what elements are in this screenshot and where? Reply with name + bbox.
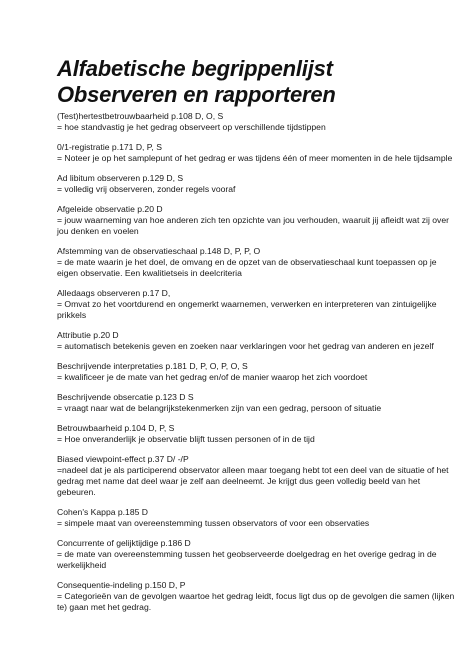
entry-term: 0/1-registratie p.171 D, P, S [57,142,162,152]
glossary-list [57,111,457,613]
entry-term: Ad libitum observeren p.129 D, S [57,173,184,183]
glossary-entry [57,142,457,164]
entry-term: Alledaags observeren p.17 D, [57,288,171,298]
entry-definition: = de mate waarin je het doel, de omvang en de opzet van de observatieschaal kunt toepassen op je eigen observatie. Een kwalitietseis in deelcriteria [57,257,437,278]
glossary-entry [57,288,457,321]
document-title [57,56,457,108]
entry-term: Consequentie-indeling p.150 D, P [57,580,186,590]
entry-term: Afstemming van de observatieschaal p.148 D, P, P, O [57,246,261,256]
glossary-entry [57,361,457,383]
entry-term: Beschrijvende obsercatie p.123 D S [57,392,194,402]
entry-definition: = de mate van overeenstemming tussen het geobserveerde doelgedrag en het overige gedrag in de werkelijkheid [57,549,437,570]
entry-definition: = simpele maat van overeenstemming tussen observators of voor een observaties [57,518,370,528]
glossary-entry [57,580,457,613]
title-line-1: Alfabetische begrippenlijst [57,56,333,81]
title-line-2: Observeren en rapporteren [57,82,336,107]
glossary-entry [57,507,457,529]
entry-term: Attributie p.20 D [57,330,119,340]
entry-definition: = volledig vrij observeren, zonder regels vooraf [57,184,236,194]
entry-term: (Test)hertestbetrouwbaarheid p.108 D, O, S [57,111,224,121]
glossary-entry [57,538,457,571]
entry-term: Beschrijvende interpretaties p.181 D, P, O, P, O, S [57,361,248,371]
entry-definition: =nadeel dat je als participerend observator alleen maar toegang hebt tot een deel van de situatie of het gedrag met name dat deel waar je zelf aan deelneemt. Je krijgt dus geen volledig beeld van het gebeuren. [57,465,449,497]
entry-definition: = Noteer je op het samplepunt of het gedrag er was tijdens één of meer momenten in de hele tijdsample [57,153,453,163]
document-page [57,56,457,622]
entry-definition: = automatisch betekenis geven en zoeken naar verklaringen voor het gedrag van anderen en jezelf [57,341,434,351]
entry-term: Afgeleide observatie p.20 D [57,204,163,214]
glossary-entry [57,423,457,445]
glossary-entry [57,173,457,195]
entry-term: Biased viewpoint-effect p.37 D/ -/P [57,454,189,464]
glossary-entry [57,330,457,352]
glossary-entry [57,454,457,498]
glossary-entry [57,204,457,237]
glossary-entry [57,246,457,279]
entry-term: Concurrente of gelijktijdige p.186 D [57,538,191,548]
entry-definition: = hoe standvastig je het gedrag observeert op verschillende tijdstippen [57,122,326,132]
entry-definition: = Categorieën van de gevolgen waartoe het gedrag leidt, focus ligt dus op de gevolgen die samen (lijken te) gaan met het gedrag. [57,591,455,612]
entry-definition: = Omvat zo het voortdurend en ongemerkt waarnemen, verwerken en interpreteren van zintuigelijke prikkels [57,299,437,320]
entry-definition: = vraagt naar wat de belangrijkstekenmerken zijn van een gedrag, persoon of situatie [57,403,382,413]
entry-definition: = jouw waarneming van hoe anderen zich ten opzichte van jou verhouden, waaruit jij afleidt wat zij over jou denken en voelen [57,215,449,236]
glossary-entry [57,111,457,133]
glossary-entry [57,392,457,414]
entry-term: Cohen's Kappa p.185 D [57,507,148,517]
entry-term: Betrouwbaarheid p.104 D, P, S [57,423,175,433]
entry-definition: = kwalificeer je de mate van het gedrag en/of de manier waarop het zich voordoet [57,372,368,382]
entry-definition: = Hoe onveranderlijk je observatie blijft tussen personen of in de tijd [57,434,315,444]
